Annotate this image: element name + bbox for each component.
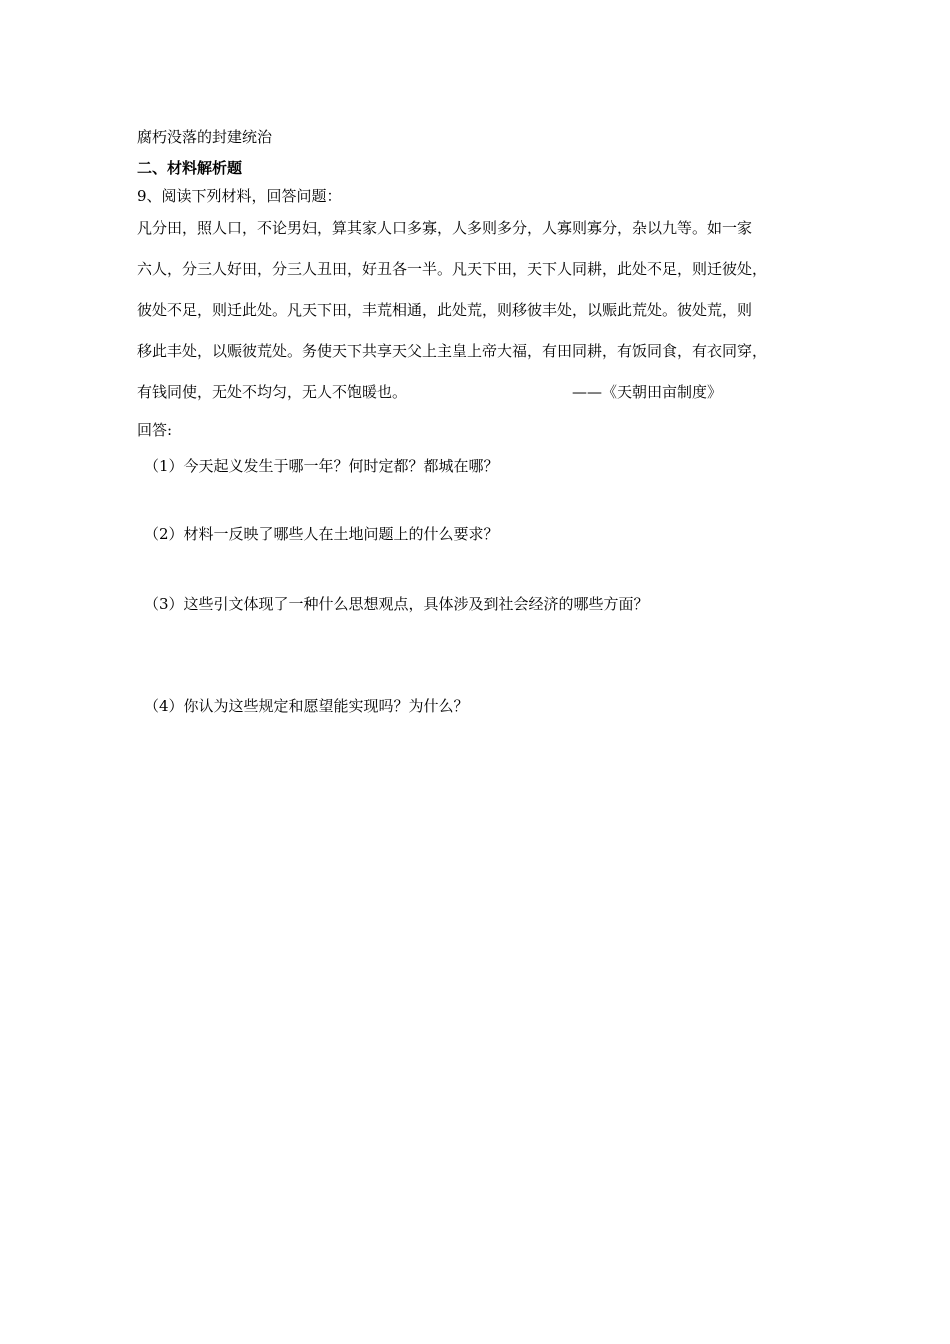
question-4: （4）你认为这些规定和愿望能实现吗？为什么？: [144, 697, 469, 715]
material-source: ——《天朝田亩制度》: [572, 383, 723, 401]
material-line: 六人，分三人好田，分三人丑田，好丑各一半。凡天下田，天下人同耕，此处不足，则迁彼处，: [137, 260, 768, 278]
material-last-text: 有钱同使，无处不均匀，无人不饱暖也。: [137, 383, 408, 401]
section-heading: 二、材料解析题: [137, 159, 243, 177]
material-line: 凡分田，照人口，不论男妇，算其家人口多寡，人多则多分，人寡则寡分，杂以九等。如一家: [137, 219, 753, 237]
answer-label: 回答:: [137, 421, 173, 439]
top-line: 腐朽没落的封建统治: [137, 128, 273, 146]
material-line: 彼处不足，则迁此处。凡天下田，丰荒相通，此处荒，则移彼丰处，以赈此荒处。彼处荒，则: [137, 301, 753, 319]
question-2: （2）材料一反映了哪些人在土地问题上的什么要求？: [144, 525, 499, 543]
question-3: （3）这些引文体现了一种什么思想观点，具体涉及到社会经济的哪些方面？: [144, 595, 649, 613]
question-intro: 9、阅读下列材料，回答问题：: [137, 187, 342, 205]
material-line: 移此丰处，以赈彼荒处。务使天下共享天父上主皇上帝大福，有田同耕，有饭同食，有衣同穿，: [137, 342, 768, 360]
question-1: （1）今天起义发生于哪一年？何时定都？都城在哪？: [144, 457, 499, 475]
